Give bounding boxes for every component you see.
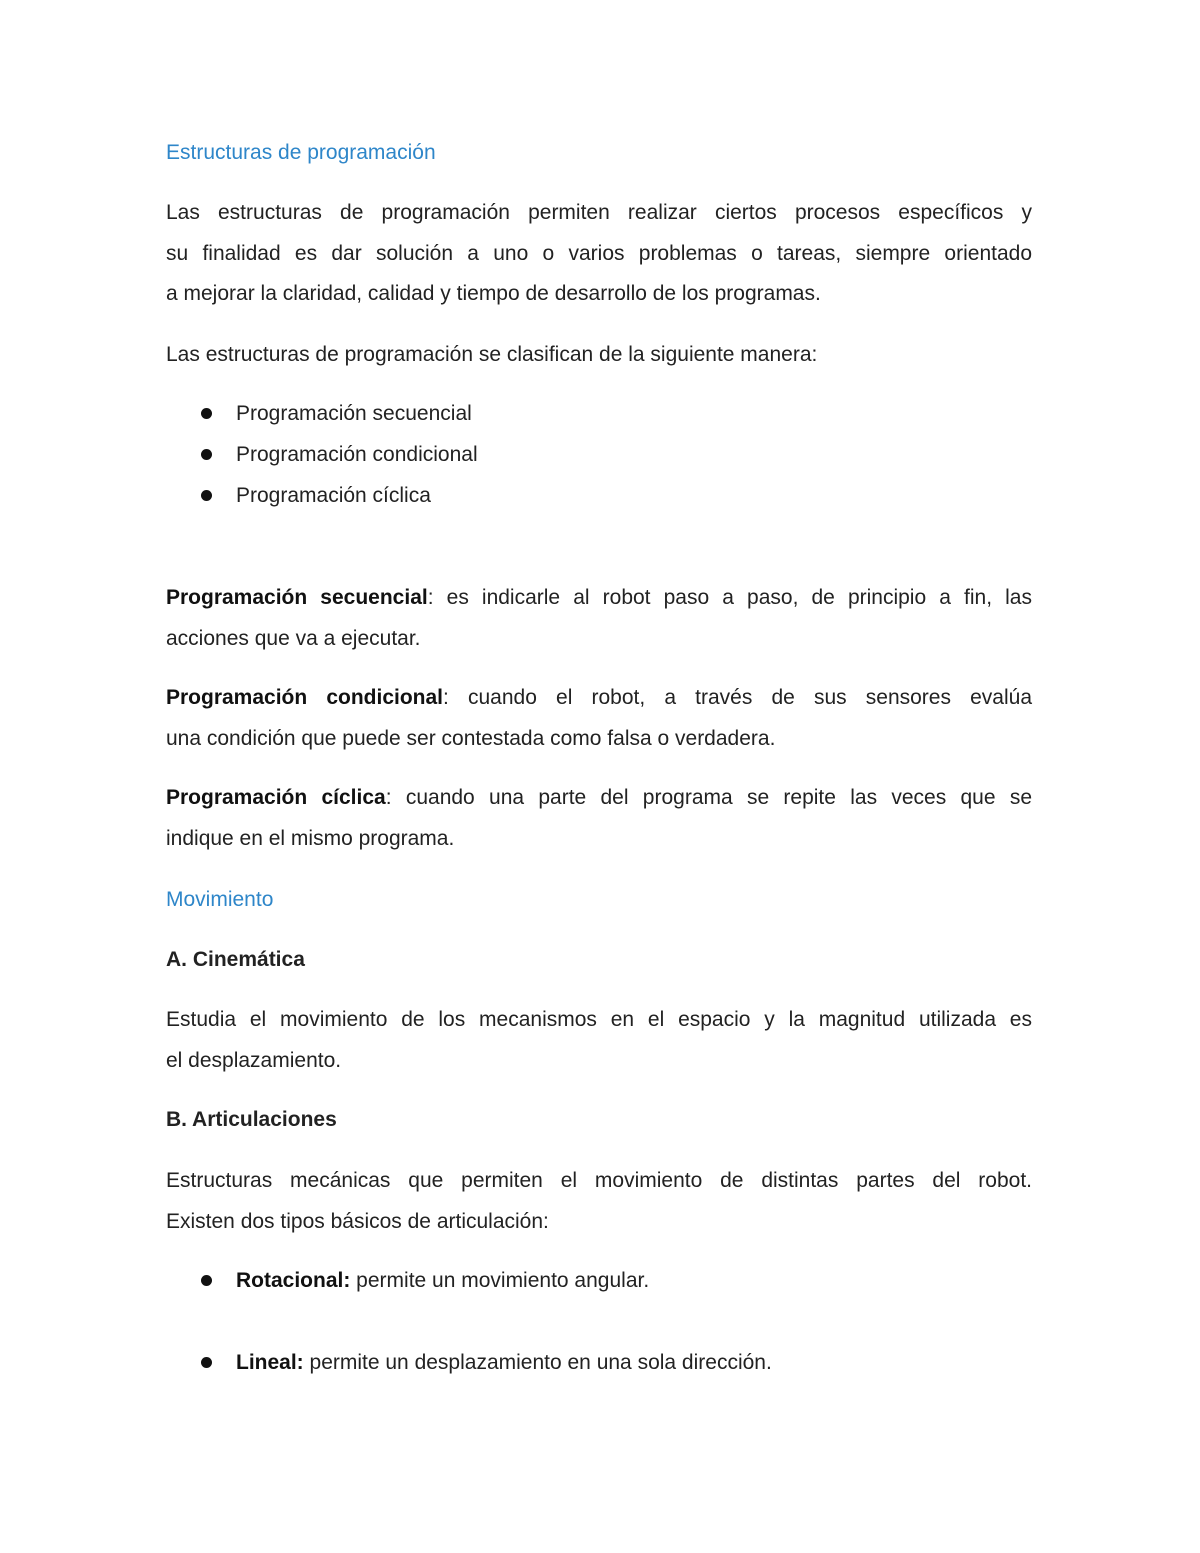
section-title-movimiento: Movimiento	[166, 888, 274, 911]
definition-term: Programación cíclica	[166, 786, 386, 809]
structure-types-list	[166, 393, 478, 516]
definition-text: : cuando una parte del programa se repite las veces que se	[385, 786, 1033, 809]
joint-term: Rotacional:	[236, 1269, 351, 1292]
bullet-icon	[201, 490, 212, 501]
definition-condicional	[166, 678, 1032, 759]
definition-text: : cuando el robot, a través de sus sensores evalúa	[443, 686, 1032, 709]
cinematica-paragraph	[166, 1000, 1032, 1081]
bullet-icon	[201, 449, 212, 460]
definition-line	[166, 678, 1032, 719]
joint-term: Lineal:	[236, 1351, 304, 1374]
classification-paragraph: Las estructuras de programación se clasifican de la siguiente manera:	[166, 343, 818, 366]
definition-secuencial	[166, 578, 1032, 659]
bullet-icon	[201, 1357, 212, 1368]
list-item-label: Programación condicional	[236, 443, 478, 466]
definition-ciclica	[166, 778, 1032, 859]
articulaciones-line-2: Existen dos tipos básicos de articulación:	[166, 1209, 549, 1233]
definition-term: Programación condicional	[166, 686, 444, 709]
definition-line	[166, 578, 1032, 619]
joint-desc: permite un desplazamiento en una sola dirección.	[303, 1351, 772, 1374]
joint-desc: permite un movimiento angular.	[350, 1269, 650, 1292]
definition-line: indique en el mismo programa.	[166, 826, 455, 850]
subheading-cinematica: A. Cinemática	[166, 948, 305, 971]
intro-line-1: Las estructuras de programación permiten realizar ciertos procesos específicos y	[166, 201, 1032, 224]
list-item	[166, 434, 478, 475]
definition-line: una condición que puede ser contestada como falsa o verdadera.	[166, 726, 776, 750]
definition-line	[166, 778, 1032, 819]
intro-paragraph	[166, 193, 1032, 315]
definition-text: : es indicarle al robot paso a paso, de principio a fin, las	[427, 586, 1032, 609]
bullet-icon	[201, 1275, 212, 1286]
definition-line: acciones que va a ejecutar.	[166, 626, 421, 650]
articulaciones-line-1: Estructuras mecánicas que permiten el movimiento de distintas partes del robot.	[166, 1169, 1032, 1192]
subheading-articulaciones: B. Articulaciones	[166, 1108, 337, 1131]
intro-line-3: a mejorar la claridad, calidad y tiempo de desarrollo de los programas.	[166, 282, 821, 305]
intro-line-2: su finalidad es dar solución a uno o varios problemas o tareas, siempre orientado	[166, 241, 1032, 265]
list-item-label: Programación secuencial	[236, 402, 472, 425]
section-title-estructuras: Estructuras de programación	[166, 141, 436, 164]
list-item	[166, 475, 478, 516]
list-item	[166, 1342, 772, 1383]
list-item	[166, 1260, 772, 1301]
joint-types-list	[166, 1260, 772, 1383]
list-item	[166, 393, 478, 434]
definition-term: Programación secuencial	[166, 586, 428, 609]
bullet-icon	[201, 408, 212, 419]
articulaciones-paragraph	[166, 1161, 1032, 1242]
cinematica-line-1: Estudia el movimiento de los mecanismos en el espacio y la magnitud utilizada es	[166, 1008, 1032, 1031]
list-item-label: Programación cíclica	[236, 484, 431, 507]
cinematica-line-2: el desplazamiento.	[166, 1048, 342, 1072]
